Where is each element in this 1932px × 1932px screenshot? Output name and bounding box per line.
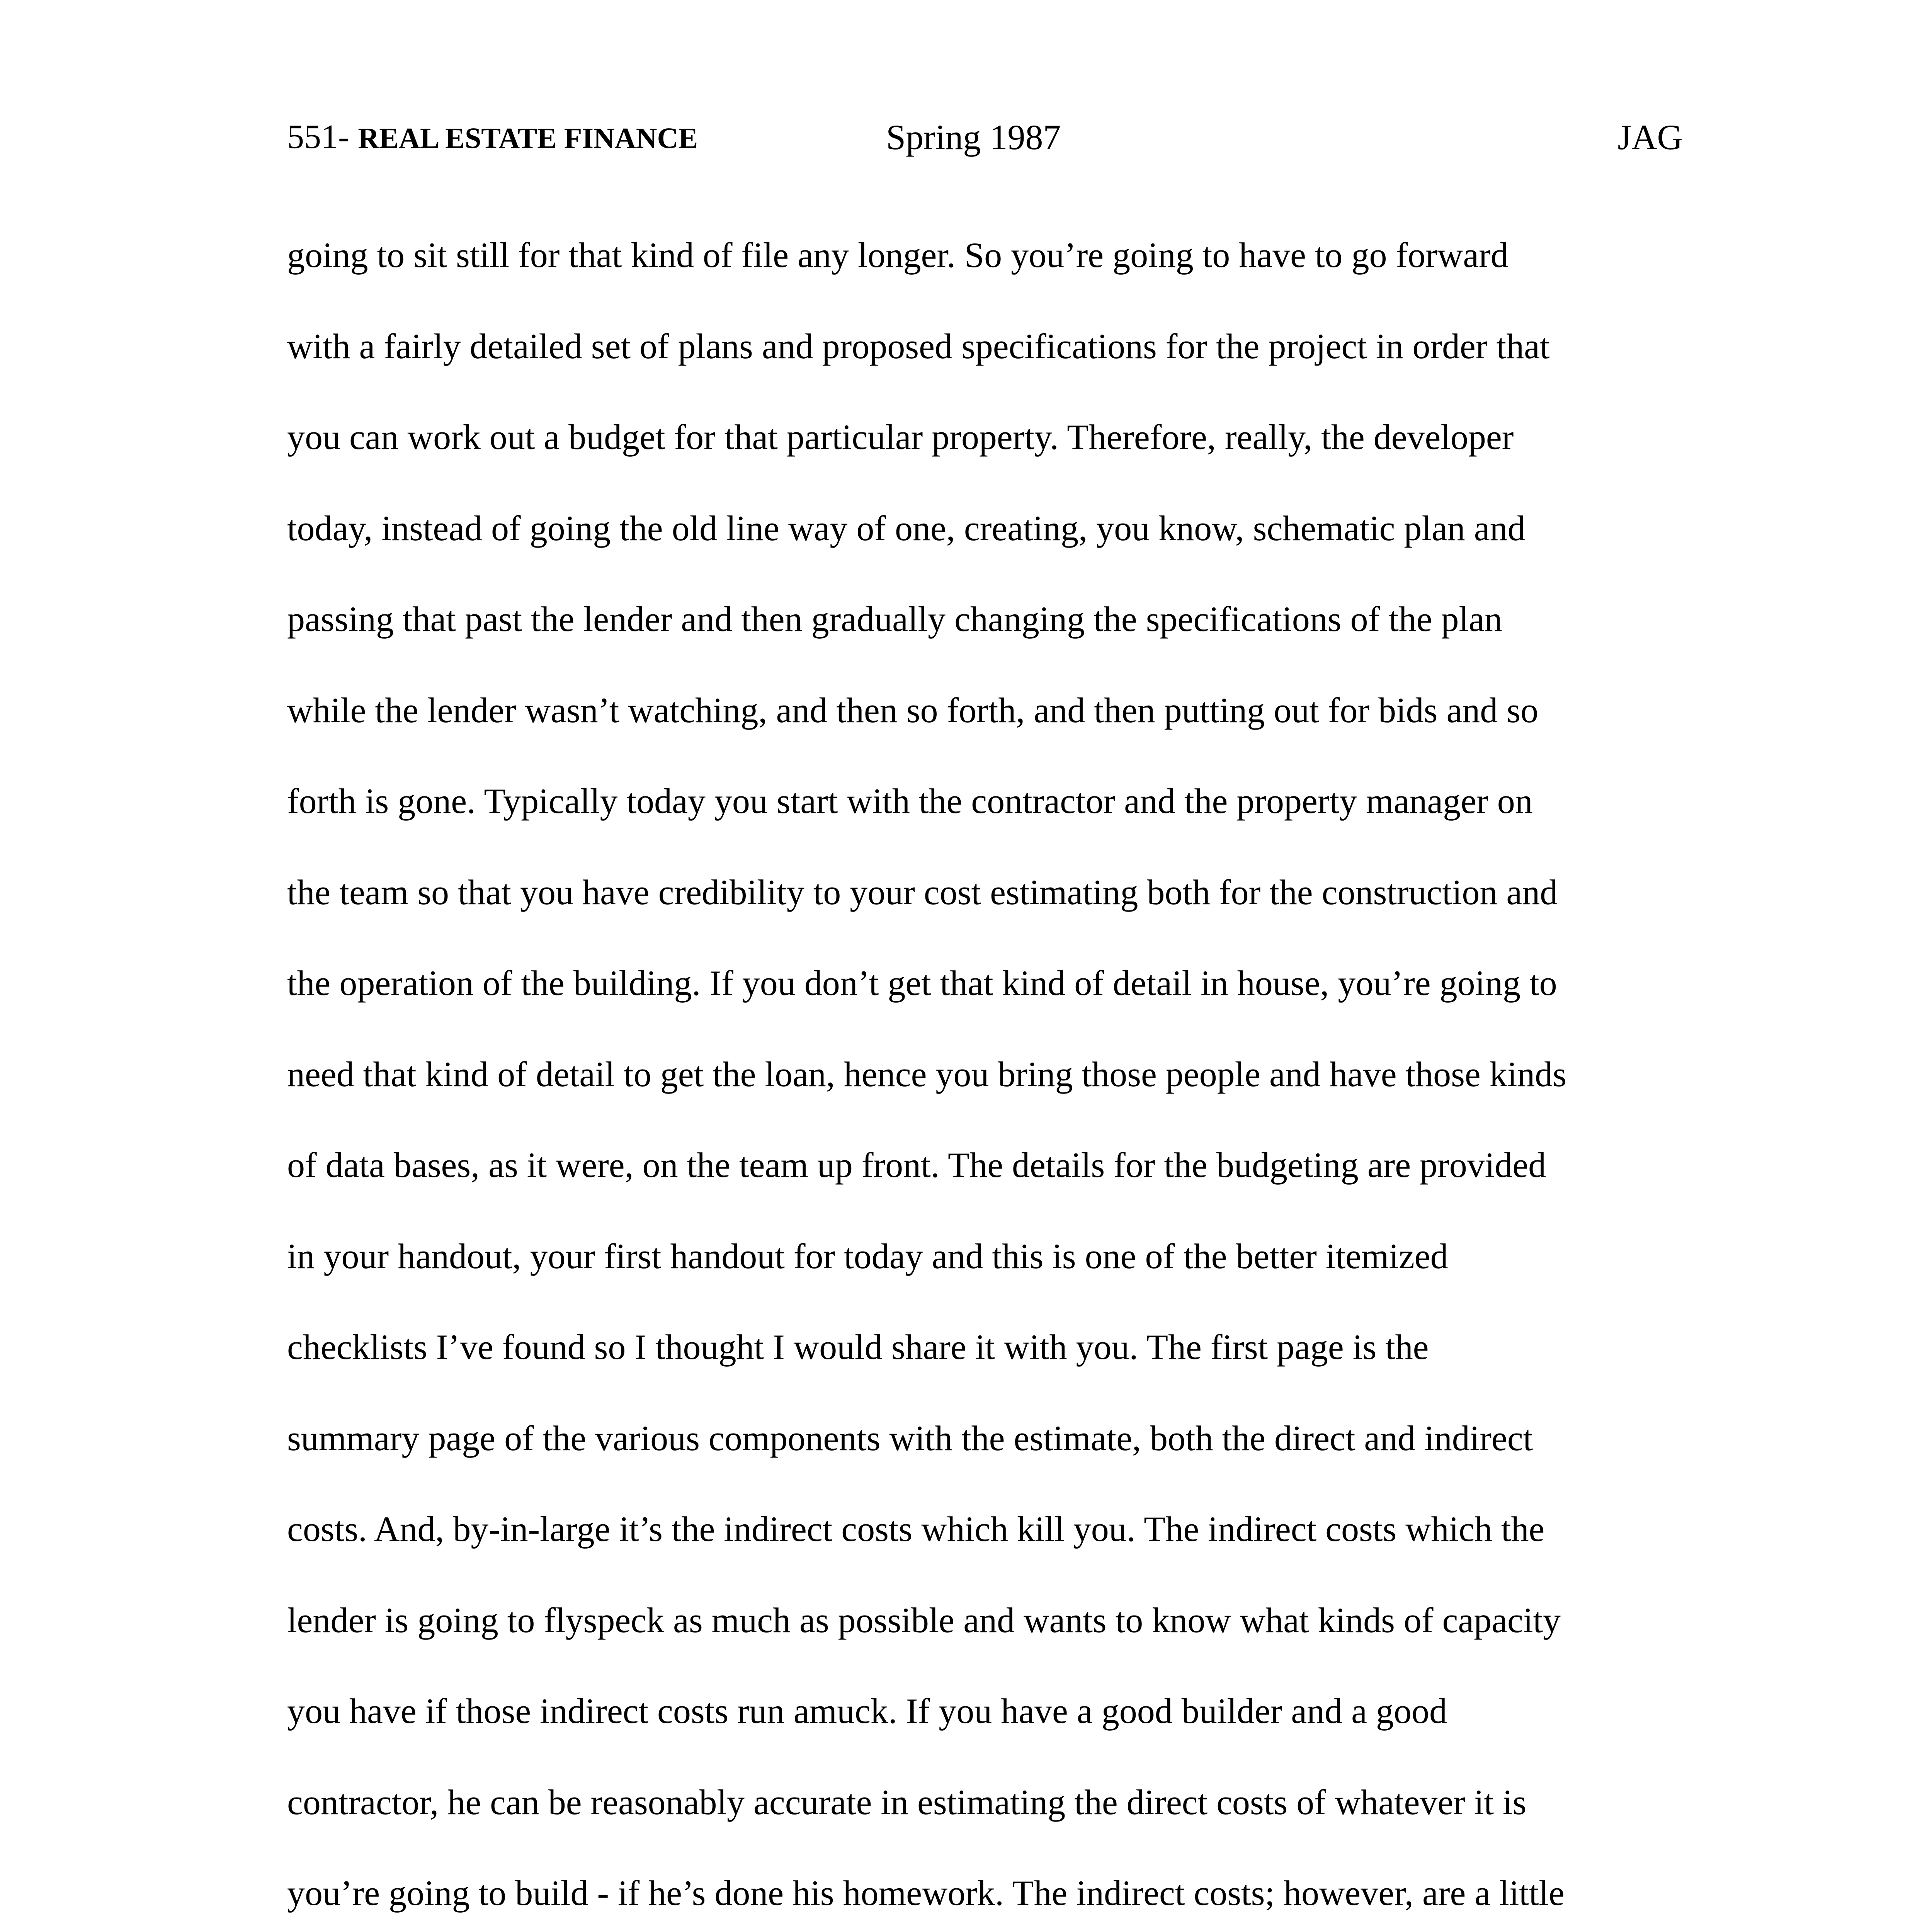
text-line: going to sit still for that kind of file any longer. So you’re going to have to go forward xyxy=(287,235,1509,275)
text-line: contractor, he can be reasonably accurate in estimating the direct costs of whatever it is xyxy=(287,1782,1527,1822)
page-header xyxy=(0,116,1932,158)
text-line: the team so that you have credibility to your cost estimating both for the construction and xyxy=(287,872,1558,912)
course-heading xyxy=(287,116,698,160)
transcript-body xyxy=(287,232,1686,1932)
text-line: passing that past the lender and then gradually changing the specifications of the plan xyxy=(287,599,1502,639)
text-line: the operation of the building. If you don’t get that kind of detail in house, you’re going to xyxy=(287,963,1557,1003)
text-line: you’re going to build - if he’s done his homework. The indirect costs; however, are a little xyxy=(287,1873,1565,1913)
text-line: lender is going to flyspeck as much as possible and wants to know what kinds of capacity xyxy=(287,1600,1561,1640)
author-initials: JAG xyxy=(1617,117,1683,157)
course-number: 551- xyxy=(287,118,358,156)
course-title: REAL ESTATE FINANCE xyxy=(358,122,698,155)
text-line: need that kind of detail to get the loan, hence you bring those people and have those kinds xyxy=(287,1054,1567,1094)
text-line: costs. And, by-in-large it’s the indirect costs which kill you. The indirect costs which the xyxy=(287,1509,1545,1549)
text-line: you have if those indirect costs run amuck. If you have a good builder and a good xyxy=(287,1691,1447,1731)
text-line: with a fairly detailed set of plans and proposed specifications for the project in order that xyxy=(287,326,1550,366)
text-line: while the lender wasn’t watching, and then so forth, and then putting out for bids and so xyxy=(287,690,1539,730)
text-line: summary page of the various components with the estimate, both the direct and indirect xyxy=(287,1418,1533,1458)
text-line: you can work out a budget for that particular property. Therefore, really, the developer xyxy=(287,417,1514,457)
term-label: Spring 1987 xyxy=(886,117,1061,157)
text-line: forth is gone. Typically today you start with the contractor and the property manager on xyxy=(287,781,1533,821)
text-line: checklists I’ve found so I thought I would share it with you. The first page is the xyxy=(287,1327,1429,1367)
text-line: of data bases, as it were, on the team up front. The details for the budgeting are provided xyxy=(287,1145,1546,1185)
text-line: today, instead of going the old line way of one, creating, you know, schematic plan and xyxy=(287,508,1526,548)
text-line: in your handout, your first handout for today and this is one of the better itemized xyxy=(287,1236,1448,1276)
